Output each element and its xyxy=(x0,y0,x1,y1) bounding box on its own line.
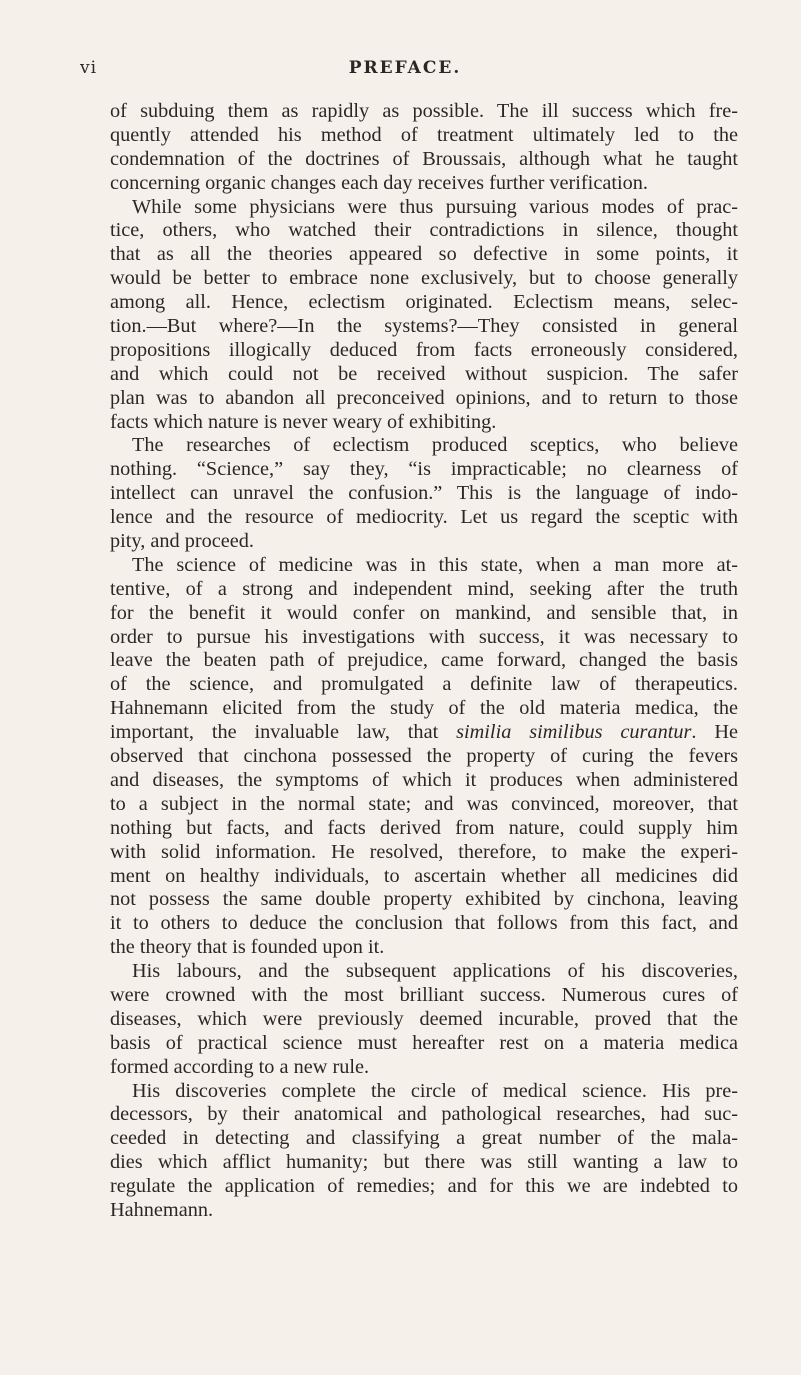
text-line: condemnation of the doctrines of Broussais, although what he taught xyxy=(110,147,738,170)
text-line: propositions illogically deduced from facts erroneously considered, xyxy=(110,338,738,361)
text-line: intellect can unravel the confusion.” This is the language of indo- xyxy=(110,482,738,505)
text-line: facts which nature is never weary of exhibiting. xyxy=(110,410,497,433)
text-line: Hahnemann elicited from the study of the old materia medica, the xyxy=(110,697,738,720)
text-line: for the benefit it would confer on mankind, and sensible that, in xyxy=(110,601,738,624)
text-line: regulate the application of remedies; and for this we are indebted to xyxy=(110,1175,738,1198)
text-line: plan was to abandon all preconceived opinions, and to return to those xyxy=(110,386,738,409)
text-line xyxy=(110,721,738,745)
latin-law: similia similibus curantur xyxy=(456,721,692,744)
text-line: His discoveries complete the circle of medical science. His pre- xyxy=(132,1079,738,1102)
text-line: order to pursue his investigations with success, it was necessary to xyxy=(110,625,738,648)
text-line: to a subject in the normal state; and was convinced, moreover, that xyxy=(110,792,738,815)
text-line: tion.—But where?—In the systems?—They consisted in general xyxy=(110,315,738,338)
text-line: lence and the resource of mediocrity. Let us regard the sceptic with xyxy=(110,506,738,529)
text-line: leave the beaten path of prejudice, came forward, changed the basis xyxy=(110,649,738,672)
text-line: decessors, by their anatomical and pathological researches, had suc- xyxy=(110,1103,738,1126)
text-line: nothing. “Science,” say they, “is impracticable; no clearness of xyxy=(110,458,738,481)
law-after: . He xyxy=(691,721,738,744)
running-head: PREFACE. xyxy=(348,58,462,78)
text-line: of subduing them as rapidly as possible. The ill success which fre- xyxy=(110,100,738,122)
text-line: would be better to embrace none exclusively, but to choose generally xyxy=(110,267,738,290)
text-line: dies which afflict humanity; but there was still wanting a law to xyxy=(110,1151,738,1174)
text-line: and which could not be received without suspicion. The safer xyxy=(110,362,738,385)
text-line: The science of medicine was in this state, when a man more at- xyxy=(132,553,738,576)
text-line: and diseases, the symptoms of which it produces when administered xyxy=(110,768,738,791)
text-line: were crowned with the most brilliant success. Numerous cures of xyxy=(110,983,738,1006)
text-line: observed that cinchona possessed the property of curing the fevers xyxy=(110,745,738,768)
text-line: that as all the theories appeared so defective in some points, it xyxy=(110,243,738,266)
text-line: Hahnemann. xyxy=(110,1198,214,1221)
text-line: with solid information. He resolved, therefore, to make the experi- xyxy=(110,840,738,863)
text-line: His labours, and the subsequent applications of his discoveries, xyxy=(132,960,738,983)
body-text xyxy=(110,100,738,1223)
text-line: not possess the same double property exhibited by cinchona, leaving xyxy=(110,888,738,911)
text-line: concerning organic changes each day receives further verification. xyxy=(110,171,648,194)
text-line: quently attended his method of treatment ultimately led to the xyxy=(110,123,738,146)
text-line: it to others to deduce the conclusion that follows from this fact, and xyxy=(110,912,738,935)
page-header xyxy=(80,58,730,82)
page-number: vi xyxy=(80,58,98,78)
text-line: The researches of eclectism produced sceptics, who believe xyxy=(132,434,738,457)
text-line: of the science, and promulgated a definite law of therapeutics. xyxy=(110,673,738,696)
text-line: the theory that is founded upon it. xyxy=(110,936,385,959)
text-line: formed according to a new rule. xyxy=(110,1055,370,1078)
text-line: ceeded in detecting and classifying a great number of the mala- xyxy=(110,1127,738,1150)
text-line: nothing but facts, and facts derived from nature, could supply him xyxy=(110,816,738,839)
law-intro: important, the invaluable law, that xyxy=(110,721,439,744)
text-line: tice, others, who watched their contradictions in silence, thought xyxy=(110,219,738,242)
text-line: basis of practical science must hereafter rest on a materia medica xyxy=(110,1031,738,1054)
text-line: ment on healthy individuals, to ascertain whether all medicines did xyxy=(110,864,738,887)
text-line: pity, and proceed. xyxy=(110,530,254,553)
text-line: diseases, which were previously deemed incurable, proved that the xyxy=(110,1007,738,1030)
text-line: among all. Hence, eclectism originated. Eclectism means, selec- xyxy=(110,291,738,314)
text-line: tentive, of a strong and independent mind, seeking after the truth xyxy=(110,577,738,600)
text-line: While some physicians were thus pursuing various modes of prac- xyxy=(132,195,738,218)
